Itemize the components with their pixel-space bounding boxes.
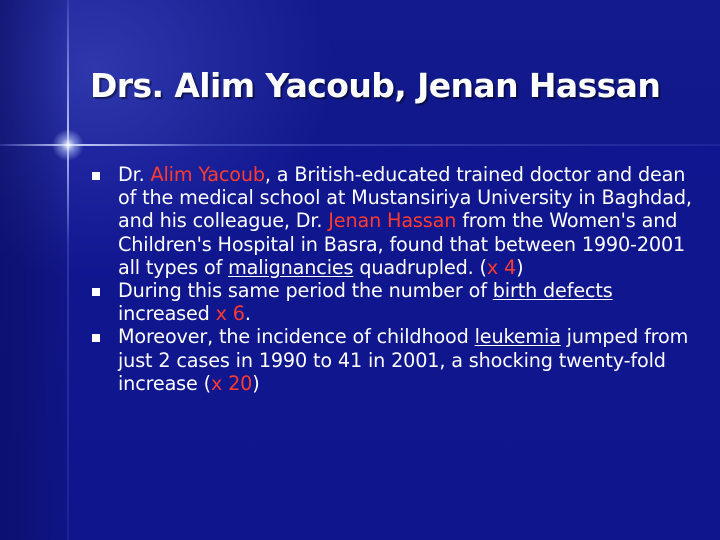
left-panel-shade [0, 0, 68, 540]
square-bullet-icon [92, 288, 100, 296]
bullet-text-segment: increased [118, 302, 216, 326]
bullet-text-segment: During this same period the number of [118, 279, 493, 303]
highlighted-multiplier: x 4 [486, 255, 517, 279]
square-bullet-icon [92, 172, 100, 180]
bullet-text-1 [118, 163, 692, 279]
sparkle-icon [52, 129, 84, 161]
bullet-text-segment: quadrupled. ( [353, 255, 487, 279]
highlighted-multiplier: x 6 [215, 302, 245, 326]
bullet-item-2 [92, 279, 692, 325]
bullet-text-segment: from the Women's and Children's Hospital in Basra, found that between 1990-2001 all types of [118, 209, 686, 279]
bullet-list [92, 163, 692, 395]
highlighted-name: Alim Yacoub [150, 163, 265, 186]
bullet-text-3 [118, 325, 688, 394]
vertical-accent-line [67, 0, 69, 540]
highlighted-name: Jenan Hassan [328, 209, 457, 233]
bullet-text-2 [118, 279, 613, 325]
bullet-text-segment: ) [516, 255, 524, 279]
bullet-text-segment: , a British-educated trained doctor and dean of the medical school at Mustansiriya University in Baghdad, and his colleague, Dr. [118, 163, 692, 233]
bullet-item-3 [92, 325, 692, 395]
highlighted-multiplier: x 20 [210, 371, 253, 395]
underlined-term: birth defects [492, 279, 613, 303]
slide-title: Drs. Alim Yacoub, Jenan Hassan [90, 66, 661, 105]
bullet-text-segment: ) [252, 371, 260, 395]
bullet-text-segment: jumped from just 2 cases in 1990 to 41 in 2001, a shocking twenty-fold increase ( [118, 325, 689, 395]
square-bullet-icon [92, 334, 100, 342]
underlined-term: malignancies [228, 255, 354, 279]
underlined-term: leukemia [474, 325, 561, 349]
bullet-text-segment: Moreover, the incidence of childhood [118, 325, 475, 349]
horizontal-accent-line [0, 144, 720, 146]
bullet-text-segment: . [244, 302, 251, 326]
bullet-item-1 [92, 163, 692, 279]
bullet-text-segment: Dr. [118, 163, 151, 186]
